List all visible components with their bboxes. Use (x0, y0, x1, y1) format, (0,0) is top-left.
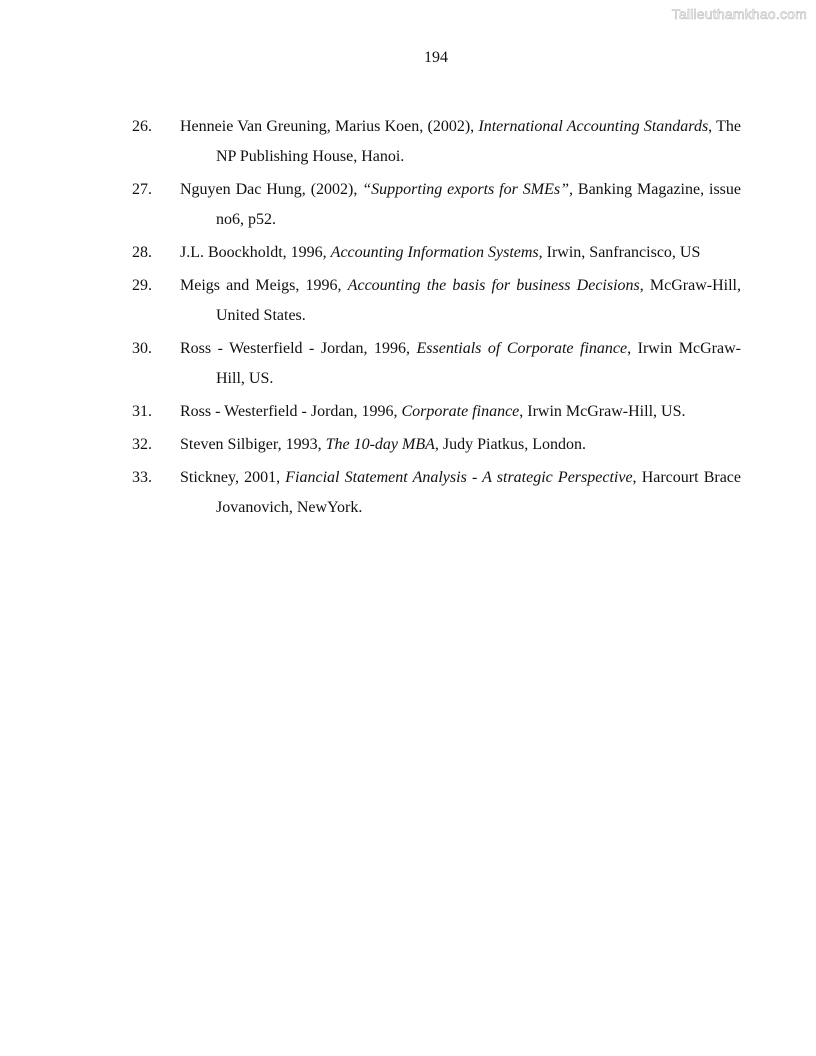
reference-number: 26. (132, 118, 152, 135)
reference-title: “Supporting exports for SMEs”, (362, 181, 573, 198)
reference-publisher: , Irwin, Sanfrancisco, US (538, 244, 701, 261)
reference-authors: Nguyen Dac Hung, (2002), (180, 181, 363, 198)
reference-authors: Henneie Van Greuning, Marius Koen, (2002), (180, 118, 479, 135)
reference-publisher: , Judy Piatkus, London. (434, 436, 587, 453)
reference-number: 27. (132, 181, 152, 198)
reference-title: Fiancial Statement Analysis - A strategic Perspective (285, 469, 633, 486)
reference-title: Accounting the basis for business Decisions (347, 277, 640, 294)
reference-item (132, 112, 741, 172)
reference-text (180, 397, 741, 427)
reference-text (180, 334, 741, 394)
reference-publisher: , The NP Publishing House, Hanoi. (216, 118, 741, 165)
reference-number: 28. (132, 244, 152, 261)
reference-title: Corporate finance (401, 403, 520, 420)
watermark-text: Tailieuthamkhao.com (671, 6, 807, 22)
reference-title: The 10-day MBA (325, 436, 435, 453)
reference-item (132, 334, 741, 394)
reference-text (180, 463, 742, 523)
reference-number: 32. (132, 436, 152, 453)
reference-publisher: , Irwin McGraw-Hill, US. (519, 403, 686, 420)
reference-number: 31. (132, 403, 152, 420)
page-number: 194 (424, 49, 448, 66)
reference-title: International Accounting Standards (478, 118, 709, 135)
reference-title: Essentials of Corporate finance (416, 340, 628, 357)
reference-authors: Ross - Westerfield - Jordan, 1996, (180, 403, 402, 420)
reference-number: 29. (132, 277, 152, 294)
reference-title: Accounting Information Systems (330, 244, 539, 261)
reference-item (132, 175, 741, 235)
reference-publisher: , McGraw-Hill, United States. (216, 277, 741, 324)
reference-authors: Stickney, 2001, (180, 469, 286, 486)
reference-text (180, 430, 741, 460)
reference-authors: J.L. Boockholdt, 1996, (180, 244, 331, 261)
reference-text (180, 271, 741, 331)
reference-number: 30. (132, 340, 152, 357)
reference-item (132, 463, 741, 523)
reference-text (180, 175, 741, 235)
reference-publisher: , Irwin McGraw-Hill, US. (216, 340, 741, 387)
reference-authors: Steven Silbiger, 1993, (180, 436, 326, 453)
reference-authors: Meigs and Meigs, 1996, (180, 277, 348, 294)
reference-item (132, 271, 741, 331)
reference-item (132, 430, 741, 460)
reference-publisher: Banking Magazine, issue no6, p52. (216, 181, 741, 228)
reference-authors: Ross - Westerfield - Jordan, 1996, (180, 340, 417, 357)
reference-list (132, 112, 741, 526)
reference-text (180, 112, 741, 172)
reference-text (180, 238, 741, 268)
reference-publisher: , Harcourt Brace Jovanovich, NewYork. (216, 469, 742, 516)
reference-item (132, 238, 741, 268)
reference-item (132, 397, 741, 427)
reference-number: 33. (132, 469, 152, 486)
